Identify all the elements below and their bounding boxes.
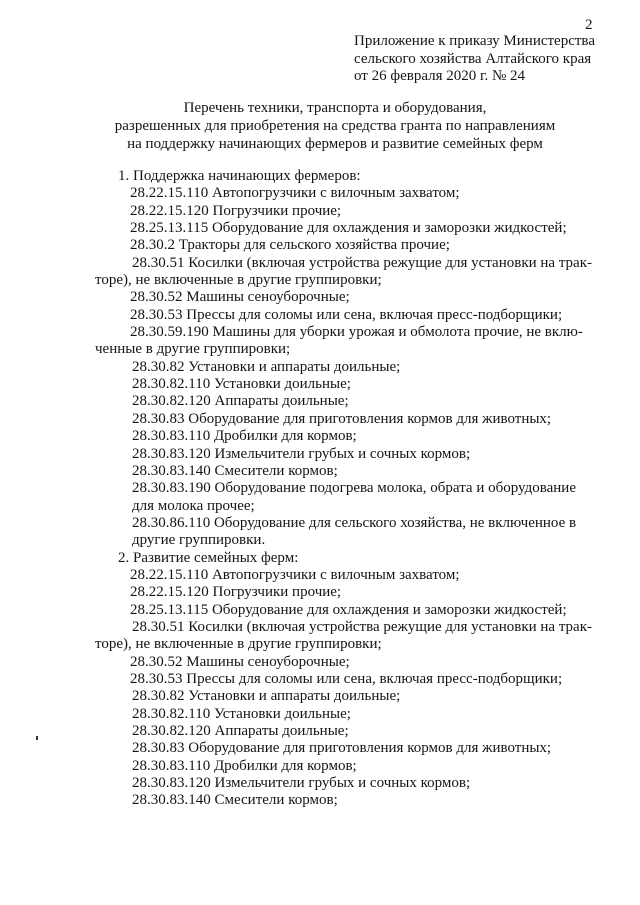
list-item-continuation: другие группировки. (132, 532, 266, 549)
appendix-line: сельского хозяйства Алтайского края (354, 50, 592, 67)
list-item: 28.30.82 Установки и аппараты доильные; (132, 358, 401, 375)
list-item: 28.30.83.110 Дробилки для кормов; (132, 757, 357, 774)
appendix-line: Приложение к приказу Министерства (354, 33, 595, 49)
appendix-line: от 26 февраля 2020 г. № 24 (354, 68, 526, 84)
list-item: 28.30.59.190 Машины для уборки урожая и обмолота прочие, не вклю- (130, 324, 583, 341)
list-item: 28.30.83 Оборудование для приготовления кормов для животных; (132, 740, 552, 757)
document-body (95, 168, 595, 810)
list-item: 28.30.82.110 Установки доильные; (132, 376, 351, 393)
title-line: разрешенных для приобретения на средства гранта по направлениям (114, 118, 556, 134)
list-item: 28.30.52 Машины сеноуборочные; (130, 289, 350, 306)
list-item: 28.30.53 Прессы для соломы или сена, включая пресс-подборщики; (130, 306, 563, 323)
list-item: 28.22.15.120 Погрузчики прочие; (130, 202, 342, 219)
list-item: 28.30.83.120 Измельчители грубых и сочных кормов; (132, 775, 471, 792)
list-item-continuation: торе), не включенные в другие группировки; (95, 636, 382, 653)
list-item: 28.22.15.110 Автопогрузчики с вилочным захватом; (130, 566, 460, 583)
section-heading: 2. Развитие семейных ферм: (118, 549, 299, 566)
page-number: 2 (585, 17, 593, 33)
list-item: 28.25.13.115 Оборудование для охлаждения и заморозки жидкостей; (130, 220, 567, 237)
list-item: 28.30.2 Тракторы для сельского хозяйства прочие; (130, 237, 450, 254)
list-item-continuation: ченные в другие группировки; (95, 341, 291, 358)
list-item: 28.25.13.115 Оборудование для охлаждения и заморозки жидкостей; (130, 601, 567, 618)
list-item: 28.30.82.120 Аппараты доильные; (132, 393, 349, 410)
list-item: 28.30.83.120 Измельчители грубых и сочных кормов; (132, 445, 471, 462)
list-item-continuation: торе), не включенные в другие группировки; (95, 272, 382, 289)
list-item: 28.30.82.110 Установки доильные; (132, 705, 351, 722)
list-item: 28.30.83.110 Дробилки для кормов; (132, 428, 357, 445)
list-item: 28.30.51 Косилки (включая устройства режущие для установки на трак- (132, 618, 592, 635)
list-item: 28.30.83.140 Смесители кормов; (132, 792, 338, 809)
list-item: 28.30.83.140 Смесители кормов; (132, 462, 338, 479)
list-item: 28.22.15.120 Погрузчики прочие; (130, 584, 342, 601)
list-item: 28.30.83 Оборудование для приготовления кормов для животных; (132, 410, 552, 427)
list-item: 28.30.52 Машины сеноуборочные; (130, 653, 350, 670)
scan-speck (36, 736, 38, 740)
appendix-header (354, 33, 614, 86)
list-item: 28.30.51 Косилки (включая устройства режущие для установки на трак- (132, 254, 592, 271)
document-title (100, 99, 570, 153)
list-item: 28.30.86.110 Оборудование для сельского хозяйства, не включенное в (132, 514, 577, 531)
list-item: 28.30.82 Установки и аппараты доильные; (132, 688, 401, 705)
list-item: 28.30.82.120 Аппараты доильные; (132, 723, 349, 739)
list-item: 28.22.15.110 Автопогрузчики с вилочным захватом; (130, 185, 460, 202)
title-line: Перечень техники, транспорта и оборудования, (183, 100, 487, 116)
section-heading: 1. Поддержка начинающих фермеров: (118, 168, 361, 184)
list-item: 28.30.53 Прессы для соломы или сена, включая пресс-подборщики; (130, 670, 563, 687)
list-item: 28.30.83.190 Оборудование подогрева молока, обрата и оборудование (132, 480, 576, 497)
list-item-continuation: для молока прочее; (132, 497, 255, 514)
title-line: на поддержку начинающих фермеров и развитие семейных ферм (127, 136, 543, 152)
